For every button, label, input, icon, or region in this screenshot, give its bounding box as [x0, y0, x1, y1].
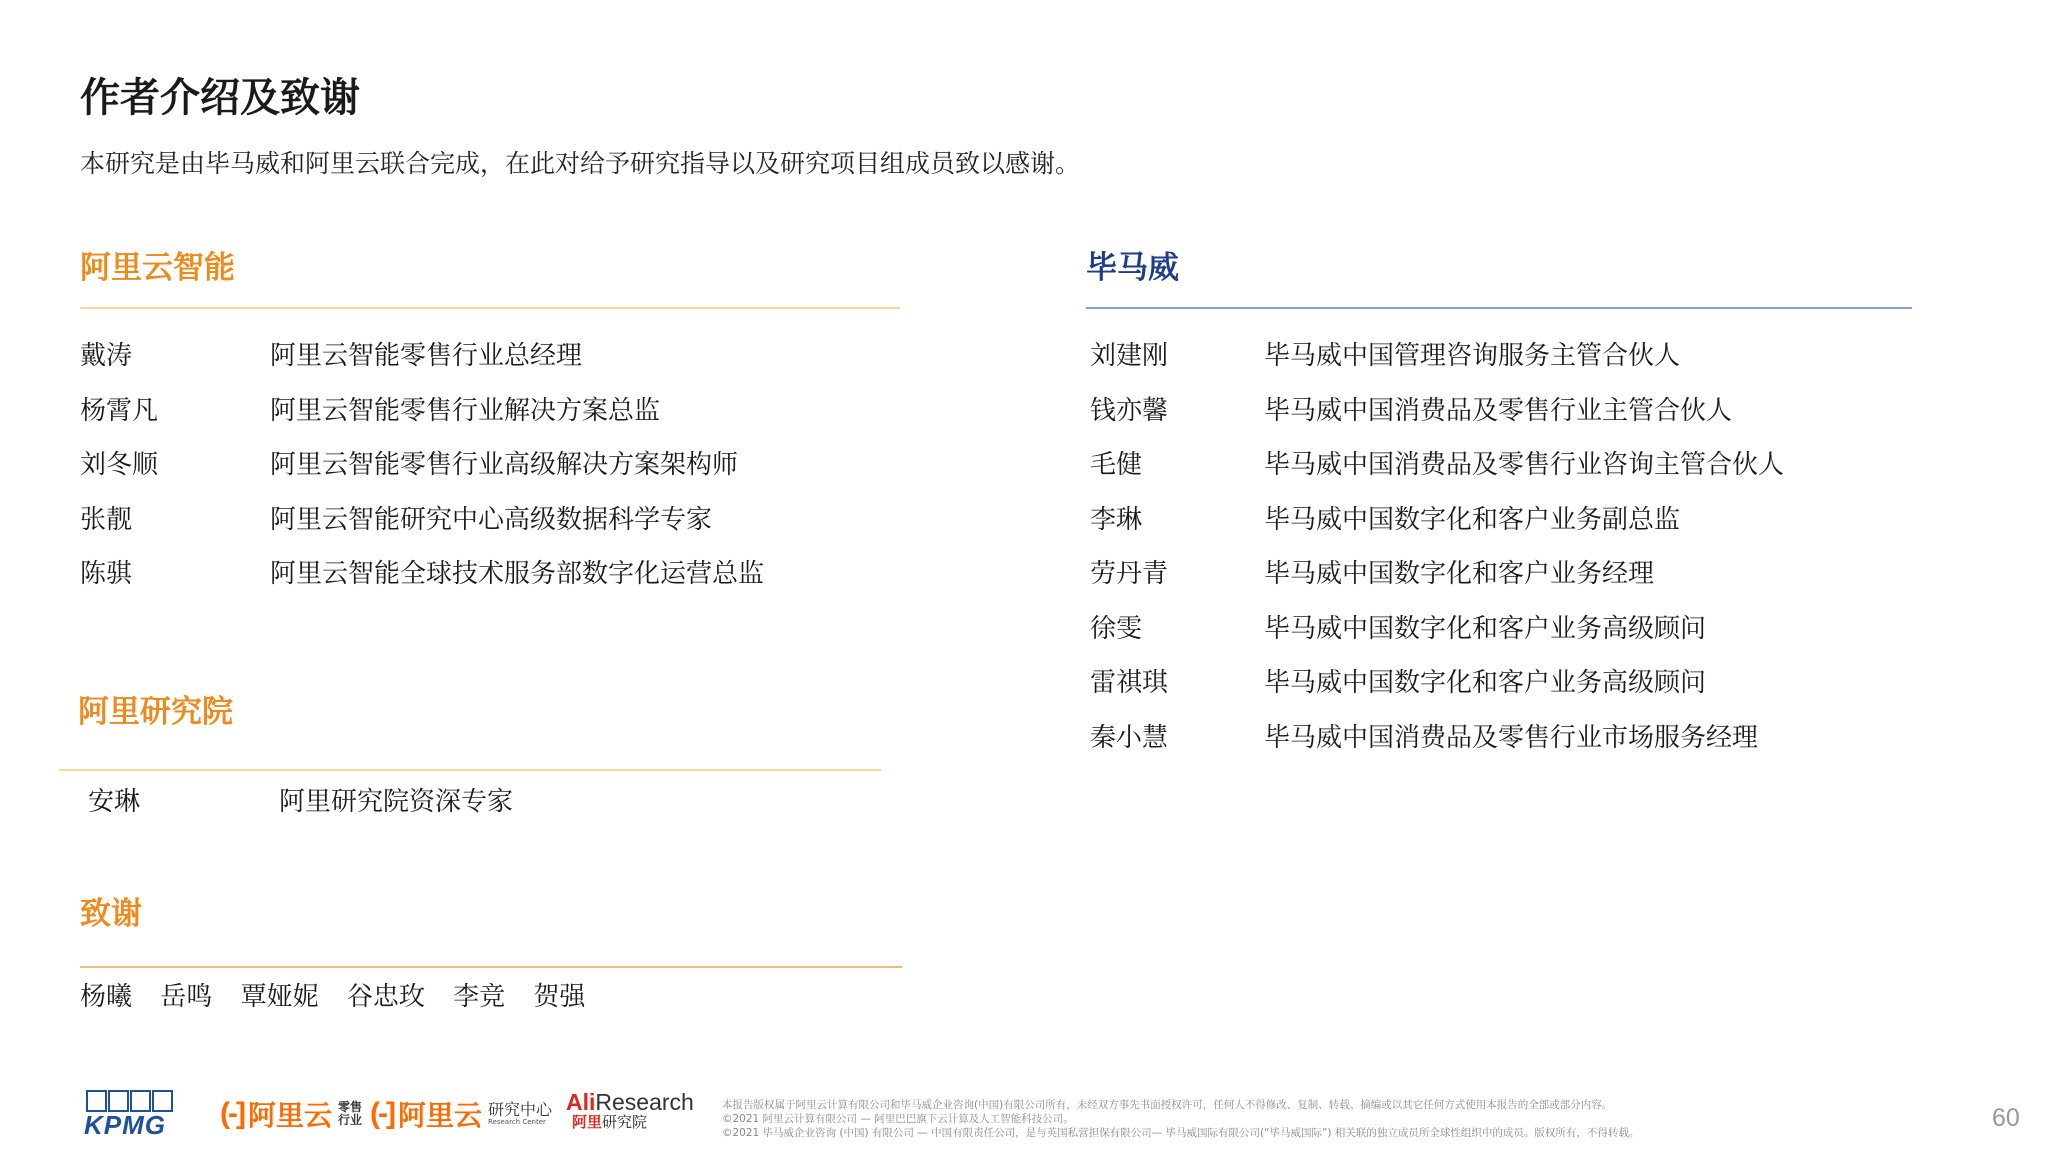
alires-cn-red: 阿里	[572, 1113, 603, 1131]
aliyun-mark-icon: (-]	[370, 1097, 394, 1130]
member-row	[1090, 612, 1910, 667]
retail-tag-line2: 行业	[338, 1113, 363, 1127]
member-row	[1090, 503, 1910, 558]
thanks-name: 岳鸣	[160, 982, 213, 1012]
member-name: 刘冬顺	[80, 450, 159, 480]
member-row	[80, 448, 900, 503]
thanks-name: 谷忠玫	[346, 982, 425, 1012]
section-divider-kpmg	[1086, 307, 1912, 309]
member-name: 杨霄凡	[80, 395, 159, 426]
member-role: 毕马威中国数字化和客户业务高级顾问	[1264, 613, 1707, 644]
thanks-name-list	[80, 980, 605, 1014]
alires-cn	[572, 1114, 696, 1130]
page-title: 作者介绍及致谢	[80, 75, 360, 121]
section-divider-thanks	[80, 966, 902, 968]
member-name: 秦小慧	[1090, 722, 1169, 753]
member-name: 刘建刚	[1090, 341, 1169, 371]
thanks-name: 贺强	[533, 982, 586, 1012]
alires-wordmark	[566, 1090, 696, 1114]
alires-suffix: Research	[595, 1089, 694, 1115]
aliyun-research-logo	[370, 1094, 552, 1134]
member-role: 阿里研究院资深专家	[279, 787, 514, 817]
member-role: 阿里云智能全球技术服务部数字化运营总监	[270, 559, 765, 589]
member-row	[80, 557, 900, 612]
copyright-disclaimer	[722, 1098, 1762, 1140]
alires-cn-rest: 研究院	[602, 1113, 648, 1131]
research-center-en: Research Center	[488, 1117, 546, 1126]
page-subtitle: 本研究是由毕马威和阿里云联合完成，在此对给予研究指导以及研究项目组成员致以感谢。	[80, 149, 1081, 178]
research-center-cn: 研究中心	[488, 1099, 553, 1119]
member-role: 毕马威中国数字化和客户业务经理	[1264, 559, 1655, 589]
retail-tag-line1: 零售	[338, 1100, 363, 1114]
member-role: 阿里云智能零售行业解决方案总监	[270, 395, 661, 426]
kpmg-logo-box	[130, 1090, 151, 1112]
aliyun-retail-logo	[220, 1094, 362, 1134]
section-divider-aliyun	[80, 307, 900, 309]
member-row	[80, 503, 900, 558]
member-name: 安琳	[88, 787, 141, 817]
member-role: 毕马威中国消费品及零售行业市场服务经理	[1264, 722, 1759, 753]
section-title-kpmg: 毕马威	[1086, 250, 1179, 286]
aliyun-wordmark: 阿里云	[247, 1099, 332, 1132]
member-row	[88, 785, 878, 840]
member-role: 阿里云智能零售行业总经理	[270, 341, 583, 371]
member-row	[1090, 557, 1910, 612]
member-role: 毕马威中国管理咨询服务主管合伙人	[1264, 341, 1681, 371]
kpmg-logo-box	[152, 1090, 173, 1112]
kpmg-member-list	[1090, 339, 1910, 775]
member-role: 毕马威中国数字化和客户业务高级顾问	[1264, 668, 1707, 698]
ali-research-member-list	[88, 785, 878, 840]
member-role: 毕马威中国数字化和客户业务副总监	[1264, 504, 1681, 535]
member-role: 毕马威中国消费品及零售行业咨询主管合伙人	[1264, 450, 1785, 480]
section-divider-ali-research	[59, 769, 881, 771]
retail-tag	[338, 1101, 362, 1127]
alires-prefix: Ali	[566, 1089, 596, 1115]
member-row	[1090, 721, 1910, 776]
member-name: 陈骐	[80, 559, 133, 589]
member-name: 雷祺琪	[1090, 668, 1169, 698]
kpmg-logo-box	[108, 1090, 129, 1112]
member-row	[1090, 666, 1910, 721]
alires-logo	[566, 1090, 696, 1130]
disclaimer-line: 本报告版权属于阿里云计算有限公司和毕马威企业咨询(中国)有限公司所有，未经双方事先书面授权许可，任何人不得修改、复制、转载、摘编或以其它任何方式使用本报告的全部或部分内容。	[722, 1099, 1613, 1111]
member-row	[1090, 394, 1910, 449]
aliyun-wordmark: 阿里云	[397, 1099, 482, 1132]
kpmg-logo	[84, 1090, 174, 1140]
aliyun-member-list	[80, 339, 900, 612]
section-title-aliyun: 阿里云智能	[80, 250, 235, 286]
footer	[0, 1080, 2048, 1152]
section-title-ali-research: 阿里研究院	[78, 694, 233, 730]
member-name: 李琳	[1090, 504, 1143, 535]
member-role: 阿里云智能研究中心高级数据科学专家	[270, 504, 713, 535]
kpmg-logo-text: KPMG	[84, 1110, 166, 1140]
disclaimer-line: ©2021 毕马威企业咨询 (中国) 有限公司 — 中国有限责任公司，是与英国私营担保有限公司— 毕马威国际有限公司(“毕马威国际”) 相关联的独立成员所全球性组织中的成员。版权所有，不得转载。	[722, 1127, 1640, 1139]
member-role: 毕马威中国消费品及零售行业主管合伙人	[1264, 395, 1733, 426]
aliyun-mark-icon: (-]	[220, 1097, 244, 1130]
disclaimer-line: ©2021 阿里云计算有限公司 — 阿里巴巴旗下云计算及人工智能科技公司。	[722, 1113, 1074, 1125]
section-title-thanks: 致谢	[80, 896, 142, 932]
page-number: 60	[1992, 1104, 2020, 1132]
member-name: 钱亦馨	[1090, 395, 1169, 426]
thanks-name: 覃娅妮	[240, 982, 319, 1012]
member-name: 戴涛	[80, 341, 133, 371]
member-role: 阿里云智能零售行业高级解决方案架构师	[270, 450, 739, 480]
member-row	[80, 339, 900, 394]
thanks-name: 李竞	[453, 982, 506, 1012]
member-name: 张靓	[80, 504, 133, 535]
member-name: 毛健	[1090, 450, 1143, 480]
member-row	[1090, 448, 1910, 503]
thanks-name: 杨曦	[80, 982, 133, 1012]
research-center-tag	[488, 1099, 553, 1127]
member-row	[80, 394, 900, 449]
member-name: 劳丹青	[1090, 559, 1169, 589]
kpmg-logo-box	[86, 1090, 107, 1112]
member-row	[1090, 339, 1910, 394]
member-name: 徐雯	[1090, 613, 1143, 644]
kpmg-logo-boxes	[86, 1090, 174, 1112]
